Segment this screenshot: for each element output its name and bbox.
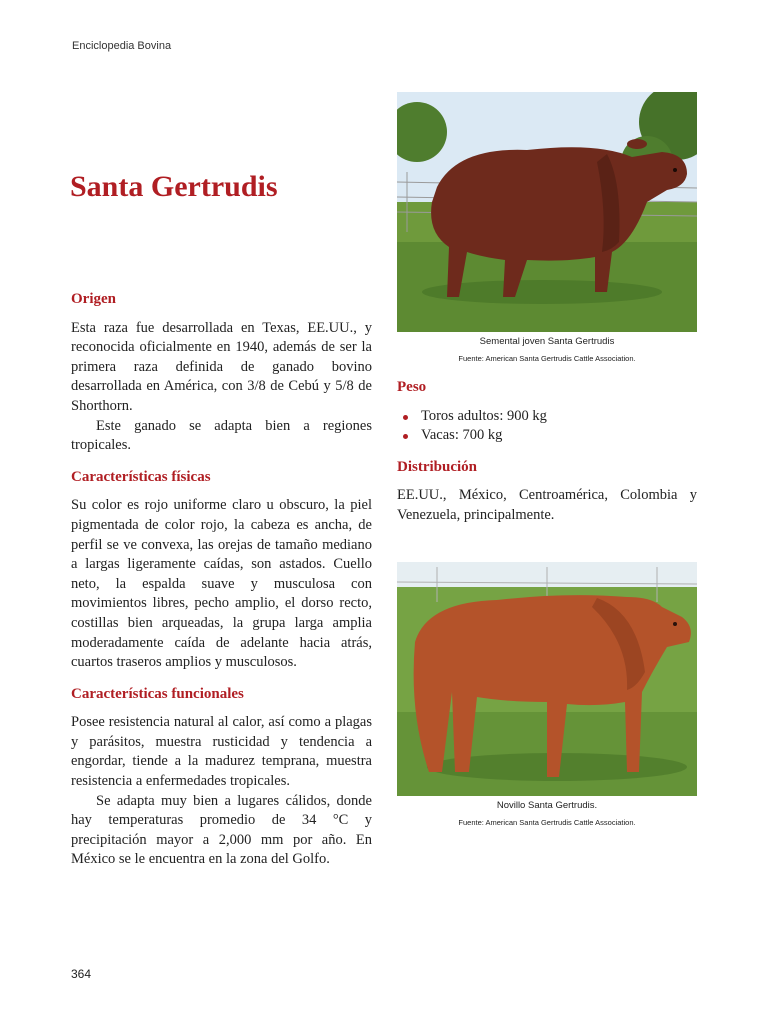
- paragraph: EE.UU., México, Centroamérica, Colombia y Venezuela, principalmente.: [397, 487, 697, 523]
- caption-source: Fuente: American Santa Gertrudis Cattle Association.: [458, 354, 636, 363]
- bull-photo: [397, 92, 697, 332]
- section-origen: [71, 290, 372, 456]
- left-column: [71, 290, 372, 882]
- section-caracteristicas-funcionales: [71, 685, 372, 870]
- list-item: Vacas: 700 kg: [421, 426, 697, 446]
- heading-peso: Peso: [397, 379, 427, 395]
- peso-list: [397, 407, 697, 446]
- paragraph: Este ganado se adapta bien a regiones tropicales.: [71, 417, 372, 454]
- right-column: [397, 378, 697, 538]
- caption-source: Fuente: American Santa Gertrudis Cattle Association.: [458, 818, 636, 827]
- page-title: Santa Gertrudis: [70, 170, 278, 203]
- section-caracteristicas-fisicas: [71, 468, 372, 673]
- bull-caption: [397, 336, 697, 363]
- steer-photo: [397, 562, 697, 796]
- section-distribucion: [397, 458, 697, 526]
- paragraph: Esta raza fue desarrollada en Texas, EE.UU., y reconocida oficialmente en 1940, además de ser la primera raza definida de ganado bovino desarrollada en América, con 3/8 de Cebú y 5/8 de Shorthorn.: [71, 319, 372, 414]
- heading-origen: Origen: [71, 291, 116, 307]
- caption-text: Novillo Santa Gertrudis.: [496, 800, 598, 811]
- section-peso: [397, 378, 697, 446]
- heading-caracteristicas-fisicas: Características físicas: [71, 468, 211, 485]
- page-number: 364: [71, 967, 92, 981]
- list-item: Toros adultos: 900 kg: [421, 407, 697, 427]
- caption-text: Semental joven Santa Gertrudis: [479, 336, 615, 347]
- running-head: Enciclopedia Bovina: [72, 40, 172, 52]
- steer-image: [397, 562, 697, 796]
- paragraph: Se adapta muy bien a lugares cálidos, donde hay temperaturas promedio de 34 °C y precipitación mayor a 2,000 mm por año. En México se le encuentra en la zona del Golfo.: [71, 792, 372, 868]
- bull-image: [397, 92, 697, 332]
- paragraph: Su color es rojo uniforme claro u obscuro, la piel pigmentada de color rojo, la cabeza es ancha, de perfil se ve convexa, las orejas de tamaño mediano a largas ligeramente caídas, son astados. Cuello neto, la espalda suave y musculosa con movimientos libres, pecho amplio, el dorso recto, costillas bien arqueadas, la grupa larga amplia moderadamente caída de adelante hacia atrás, cuartos traseros amplios y musculosos.: [71, 497, 372, 671]
- heading-caracteristicas-funcionales: Características funcionales: [71, 685, 244, 702]
- paragraph: Posee resistencia natural al calor, así como a plagas y parásitos, muestra rusticidad y tendencia a engordar, tiende a la madurez temprana, muestra resistencia a enfermedades tropicales.: [71, 714, 372, 790]
- steer-caption: [397, 800, 697, 827]
- heading-distribucion: Distribución: [397, 458, 478, 475]
